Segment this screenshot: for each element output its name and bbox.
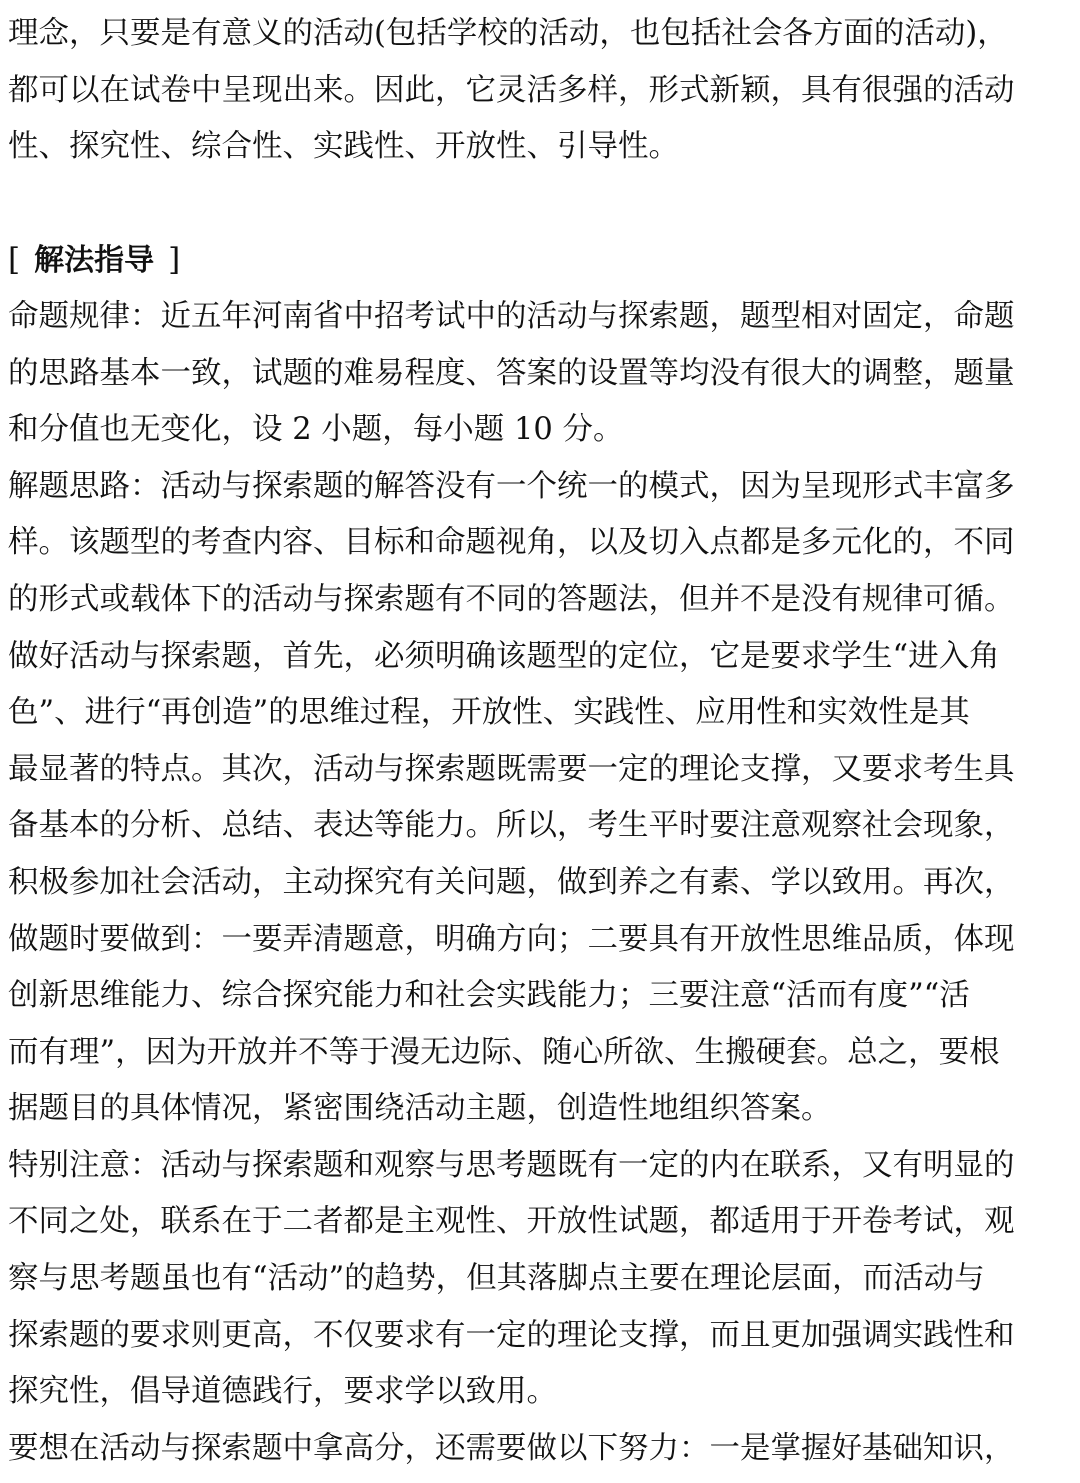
text-line: 备基本的分析、总结、表达等能力。所以，考生平时要注意观察社会现象， (8, 808, 1015, 844)
text-line: 的形式或载体下的活动与探索题有不同的答题法，但并不是没有规律可循。 (8, 581, 1015, 617)
text-line: 不同之处，联系在于二者都是主观性、开放性试题，都适用于开卷考试，观 (8, 1204, 1015, 1240)
text-line: 察与思考题虽也有“活动”的趋势，但其落脚点主要在理论层面，而活动与 (8, 1261, 985, 1297)
text-line: 解题思路：活动与探索题的解答没有一个统一的模式，因为呈现形式丰富多 (8, 468, 1015, 504)
body-text (8, 289, 1074, 1477)
text-line: 最显著的特点。其次，活动与探索题既需要一定的理论支撑，又要求考生具 (8, 751, 1015, 787)
document-page (8, 0, 1074, 1477)
text-line: 探索题的要求则更高，不仅要求有一定的理论支撑，而且更加强调实践性和 (8, 1317, 1015, 1353)
text-line: 性、探究性、综合性、实践性、开放性、引导性。 (8, 129, 679, 165)
text-line: 样。该题型的考查内容、目标和命题视角，以及切入点都是多元化的，不同 (8, 525, 1015, 561)
text-line: 做题时要做到：一要弄清题意，明确方向；二要具有开放性思维品质，体现 (8, 921, 1015, 957)
text-line: 创新思维能力、综合探究能力和社会实践能力；三要注意“活而有度”“活 (8, 978, 970, 1014)
heading-title: 解法指导 (34, 243, 155, 279)
paragraph-gap (8, 176, 1074, 233)
text-line: 据题目的具体情况，紧密围绕活动主题，创造性地组织答案。 (8, 1091, 832, 1127)
text-line: 探究性，倡导道德践行，要求学以致用。 (8, 1374, 557, 1410)
text-line: 积极参加社会活动，主动探究有关问题，做到养之有素、学以致用。再次， (8, 864, 1015, 900)
text-line: 要想在活动与探索题中拿高分，还需要做以下努力：一是掌握好基础知识， (8, 1430, 1015, 1466)
heading-bracket-open: [ (8, 242, 21, 279)
text-line: 的思路基本一致，试题的难易程度、答案的设置等均没有很大的调整，题量 (8, 355, 1015, 391)
text-line: 命题规律：近五年河南省中招考试中的活动与探索题，题型相对固定，命题 (8, 298, 1015, 334)
text-line: 和分值也无变化，设 2 小题，每小题 10 分。 (8, 412, 624, 448)
heading-bracket-close: ] (168, 242, 181, 279)
text-line: 做好活动与探索题，首先，必须明确该题型的定位，它是要求学生“进入角 (8, 638, 1000, 674)
text-line: 都可以在试卷中呈现出来。因此，它灵活多样，形式新颖，具有很强的活动 (8, 72, 1015, 108)
text-line: 理念，只要是有意义的活动(包括学校的活动，也包括社会各方面的活动)， (8, 16, 1008, 51)
text-line: 而有理”，因为开放并不等于漫无边际、随心所欲、生搬硬套。总之，要根 (8, 1034, 1000, 1070)
text-line: 特别注意：活动与探索题和观察与思考题既有一定的内在联系，又有明显的 (8, 1147, 1015, 1183)
section-heading (8, 232, 1074, 289)
intro-paragraph (8, 6, 1074, 176)
text-line: 色”、进行“再创造”的思维过程，开放性、实践性、应用性和实效性是其 (8, 695, 970, 731)
